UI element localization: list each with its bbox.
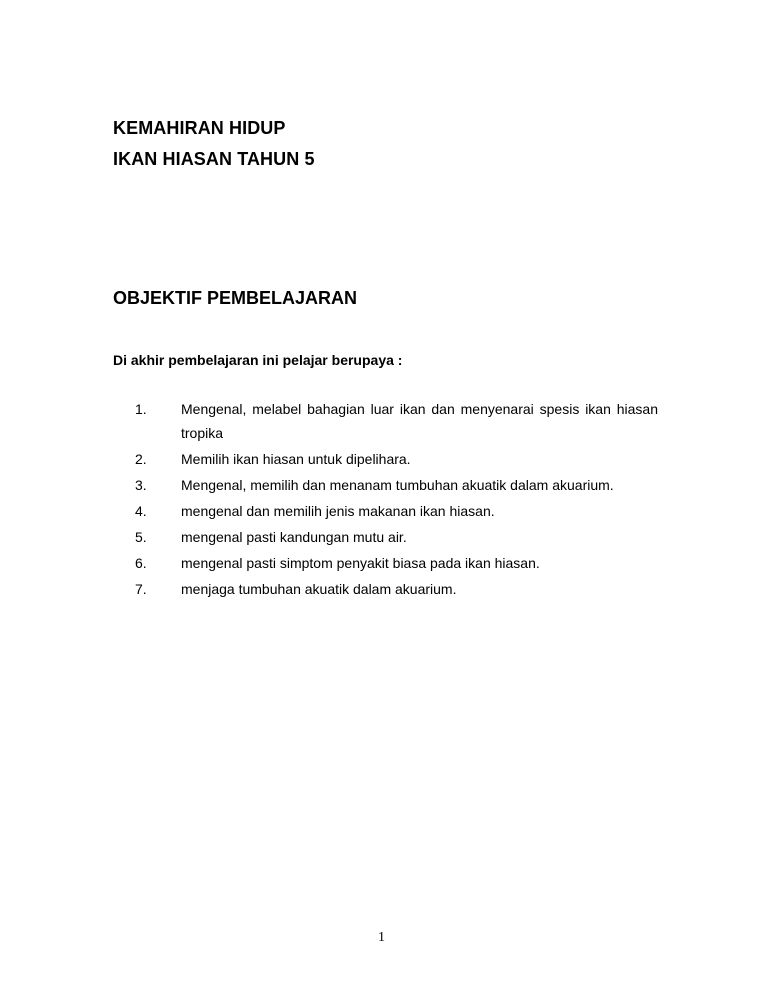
objective-text: mengenal pasti kandungan mutu air. (181, 529, 407, 545)
objective-text: Mengenal, memilih dan menanam tumbuhan akuatik dalam akuarium. (181, 477, 614, 493)
objective-item-1 (113, 397, 658, 445)
objective-text: menjaga tumbuhan akuatik dalam akuarium. (181, 581, 457, 597)
page-number: 1 (378, 930, 385, 945)
objective-item-6 (113, 551, 658, 575)
objective-item-4 (113, 499, 658, 523)
objective-number: 7. (135, 581, 147, 597)
objective-number: 2. (135, 451, 147, 467)
document-title-line-1: KEMAHIRAN HIDUP (113, 118, 286, 138)
objective-text: Mengenal, melabel bahagian luar ikan dan menyenarai spesis ikan hiasan tropika (181, 401, 658, 441)
objective-text: mengenal dan memilih jenis makanan ikan hiasan. (181, 503, 495, 519)
document-title-line-2: IKAN HIASAN TAHUN 5 (113, 149, 315, 169)
objective-item-3 (113, 473, 658, 497)
intro-text: Di akhir pembelajaran ini pelajar berupaya : (113, 352, 403, 368)
objective-item-5 (113, 525, 658, 549)
objectives-list (113, 397, 658, 603)
objective-text: mengenal pasti simptom penyakit biasa pada ikan hiasan. (181, 555, 540, 571)
objective-number: 4. (135, 503, 147, 519)
objective-item-7 (113, 577, 658, 601)
objective-number: 3. (135, 477, 147, 493)
objective-number: 1. (135, 401, 147, 417)
objective-number: 6. (135, 555, 147, 571)
objective-text: Memilih ikan hiasan untuk dipelihara. (181, 451, 411, 467)
objective-item-2 (113, 447, 658, 471)
section-heading: OBJEKTIF PEMBELAJARAN (113, 288, 358, 308)
objective-number: 5. (135, 529, 147, 545)
